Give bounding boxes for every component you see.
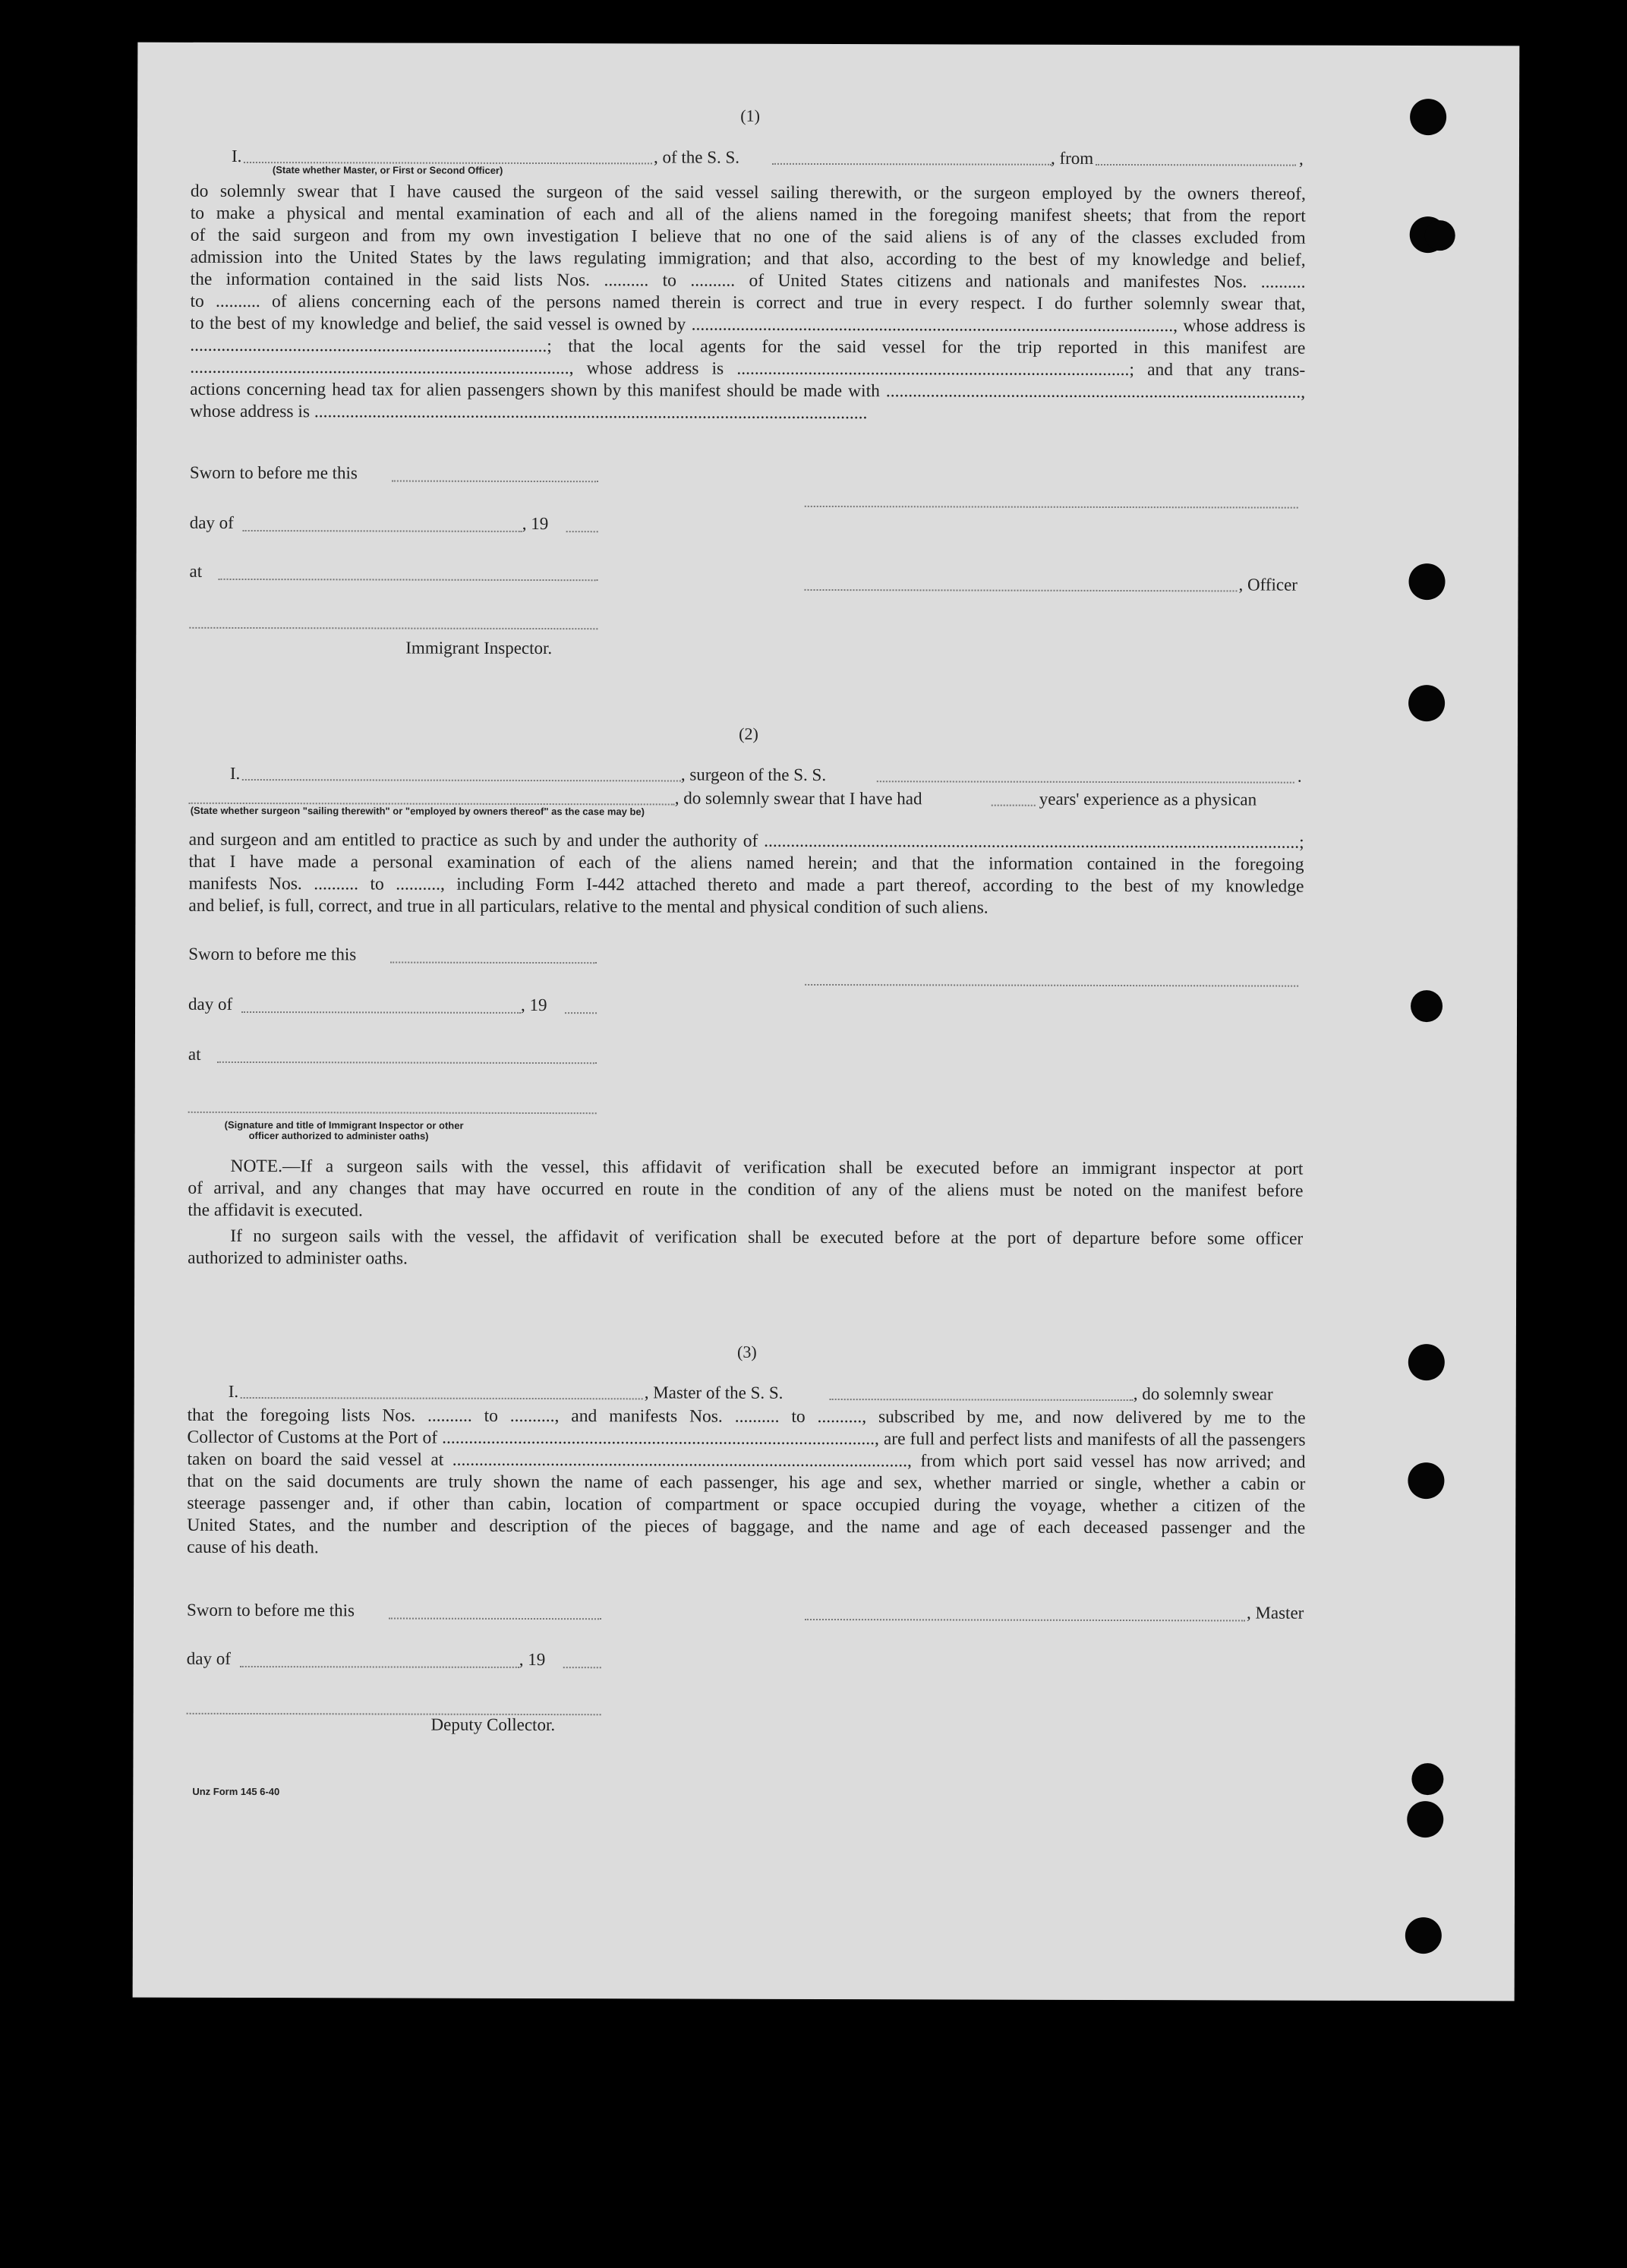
s2-sworn-label: Sworn to before me this xyxy=(188,944,357,964)
s1-from-label: , from xyxy=(1050,148,1094,168)
s3-swear-label: , do solemnly swear xyxy=(1133,1384,1273,1404)
s2-period: . xyxy=(1297,766,1302,786)
s1-inspector-line[interactable] xyxy=(189,627,598,629)
section-1-number: (1) xyxy=(740,106,760,125)
s1-signature-line[interactable] xyxy=(805,506,1298,509)
s1-year-blank[interactable] xyxy=(566,531,598,532)
s3-sworn-label: Sworn to before me this xyxy=(186,1600,355,1620)
s2-inspector-line[interactable] xyxy=(188,1112,597,1114)
binder-hole-9 xyxy=(1407,1801,1443,1837)
s3-year-label: , 19 xyxy=(519,1649,546,1670)
form-number: Unz Form 145 6-40 xyxy=(192,1785,280,1798)
s2-signature-note-1: (Signature and title of Immigrant Inspector or other xyxy=(224,1118,464,1131)
s3-year-blank[interactable] xyxy=(563,1667,601,1668)
s3-sworn-blank[interactable] xyxy=(389,1617,601,1620)
s3-master-ss-label: , Master of the S. S. xyxy=(644,1383,784,1402)
s2-sworn-blank[interactable] xyxy=(390,961,597,964)
section-2-number: (2) xyxy=(739,724,758,743)
s3-collector-label: Deputy Collector. xyxy=(430,1714,556,1735)
binder-hole-10 xyxy=(1405,1917,1442,1954)
s2-signature-line[interactable] xyxy=(805,984,1298,987)
s2-oath-paragraph: and surgeon and am entitled to practice as such by and under the authority of ........................................................................................................................; that I have made a personal examination of each of the aliens named herein; and that the information contained in the foregoing manifests Nos. .......... to .........., including Form I-442 attached thereto and made a part thereof, according to the best of my knowledge and belief, is full, correct, and true in all particulars, relative to the mental and physical condition of such aliens. xyxy=(188,829,1304,918)
s2-dayof-label: day of xyxy=(188,994,233,1014)
s3-master-line[interactable] xyxy=(805,1619,1245,1622)
s3-oath-paragraph: that the foregoing lists Nos. .......... to .........., and manifests Nos. .......... to .........., subscribed by me, and now delivered by me to the Collector of Customs at the Port of ................................................................................................., are full and perfect lists and manifests of all the passengers taken on board the said vessel at ......................................................................................................, from which port said vessel has now arrived; and that on the said documents are truly shown the name of each passenger, his age and sex, whether married or single, whether a cabin or steerage passenger and, if other than cabin, location of compartment or space occupied during the voyage, whether a citizen of the United States, and the number and description of the pieces of baggage, and the name and age of each deceased passenger and the cause of his death. xyxy=(187,1405,1306,1558)
s2-note: NOTE.—If a surgeon sails with the vessel, this affidavit of verification shall be executed before an immigrant inspector at port of arrival, and any changes that may have occurred en route in the condition of any of the aliens must be noted on the manifest before the affidavit is executed. xyxy=(188,1156,1304,1221)
binder-hole-1 xyxy=(1410,99,1446,135)
s2-year-blank[interactable] xyxy=(565,1012,597,1014)
s1-year-label: , 19 xyxy=(522,513,549,534)
binder-hole-4 xyxy=(1408,685,1445,721)
s1-officer-line[interactable] xyxy=(804,589,1237,591)
s2-year-label: , 19 xyxy=(521,995,547,1015)
s1-comma: , xyxy=(1298,149,1304,169)
s2-surgeon-ss-label: , surgeon of the S. S. xyxy=(680,765,827,784)
s2-swear-label: , do solemnly swear that I have had xyxy=(674,788,922,809)
s2-years-label: years' experience as a physican xyxy=(1039,789,1257,809)
section-3-number: (3) xyxy=(737,1342,757,1361)
s1-sworn-label: Sworn to before me this xyxy=(189,462,358,483)
s2-note2: If no surgeon sails with the vessel, the affidavit of verification shall be executed before at the port of departure before some officer authorized to administer oaths. xyxy=(188,1225,1304,1269)
s3-master-name-blank[interactable] xyxy=(241,1397,643,1399)
s1-officer-note: (State whether Master, or First or Second Officer) xyxy=(272,164,503,176)
s2-at-blank[interactable] xyxy=(217,1061,597,1064)
s3-master-label: , Master xyxy=(1246,1603,1304,1623)
s1-at-label: at xyxy=(189,561,203,581)
s1-inspector-label: Immigrant Inspector. xyxy=(405,638,553,658)
s3-vessel-blank[interactable] xyxy=(830,1399,1134,1401)
s1-of-ss-label: , of the S. S. xyxy=(653,147,740,167)
s1-oath-paragraph: do solemnly swear that I have caused the surgeon of the said vessel sailing therewith, or the surgeon employed by the owners thereof, to make a physical and mental examination of each and all of the aliens named in the foregoing manifest sheets; that from the report of the said surgeon and from my own investigation I believe that no one of the said aliens is of any of the classes excluded from admission into the United States by the laws regulating immigration; and that also, according to the best of my knowledge and belief, the information contained in the said lists Nos. .......... to .......... of United States citizens and nationals and manifestes Nos. .......... to .......... of aliens concerning each of the persons named therein is correct and true in every respect. I do further solemnly swear that, to the best of my knowledge and belief, the said vessel is owned by ............................................................................................................, whose address is ................................................................................; that the local agents for the said vessel for the trip reported in this manifest are ....................................................................................., whose address is ........................................................................................; and that any trans- actions concerning head tax for alien passengers shown by this manifest should be made with ............................................................................................., whose address is ............................................................................................................................ xyxy=(190,181,1306,424)
s2-years-blank[interactable] xyxy=(992,805,1036,806)
binder-hole-5 xyxy=(1411,990,1443,1022)
s1-at-blank[interactable] xyxy=(219,579,598,581)
s3-i-label: I. xyxy=(228,1381,239,1401)
s2-surgeon-note: (State whether surgeon "sailing therewith" or "employed by owners thereof" as the case may be) xyxy=(190,804,645,818)
s2-surgeon-name-blank[interactable] xyxy=(242,779,681,782)
binder-hole-2b xyxy=(1425,220,1455,251)
s2-i-label: I. xyxy=(229,763,241,783)
s1-from-blank[interactable] xyxy=(1096,164,1296,166)
s1-sworn-blank[interactable] xyxy=(392,480,598,482)
s1-dayof-label: day of xyxy=(189,513,234,532)
s3-dayof-blank[interactable] xyxy=(240,1666,519,1668)
s1-officer-label: , Officer xyxy=(1238,575,1298,595)
binder-hole-7 xyxy=(1408,1462,1444,1499)
binder-hole-6 xyxy=(1408,1344,1445,1380)
s2-at-label: at xyxy=(188,1044,201,1064)
s2-vessel-blank[interactable] xyxy=(877,781,1294,783)
s1-vessel-blank[interactable] xyxy=(772,163,1052,166)
binder-hole-8 xyxy=(1411,1763,1443,1795)
s2-dayof-blank[interactable] xyxy=(241,1011,521,1014)
s3-dayof-label: day of xyxy=(186,1648,231,1668)
s2-signature-note-2: officer authorized to administer oaths) xyxy=(248,1130,429,1142)
binder-hole-3 xyxy=(1408,563,1445,600)
form-page xyxy=(133,43,1520,2001)
s1-i-label: I. xyxy=(231,146,242,166)
s1-dayof-blank[interactable] xyxy=(243,530,522,532)
